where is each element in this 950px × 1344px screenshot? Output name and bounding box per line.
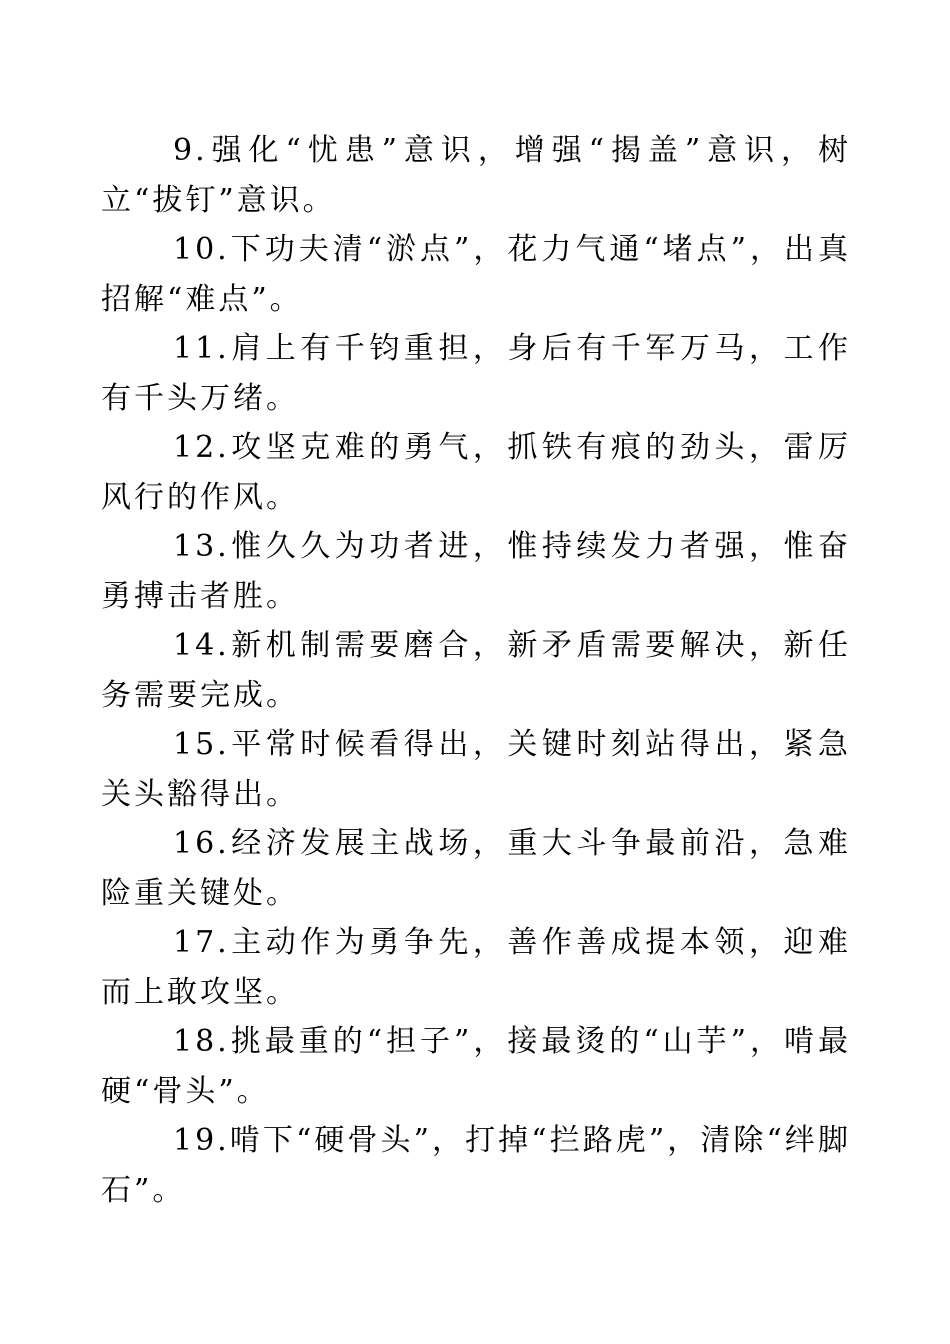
list-item: 17.主动作为勇争先，善作善成提本领，迎难而上敢攻坚。 bbox=[101, 925, 851, 1010]
list-item: 16.经济发展主战场，重大斗争最前沿，急难险重关键处。 bbox=[101, 826, 851, 911]
document-page bbox=[101, 126, 851, 1215]
list-item: 9.强化“忧患”意识，增强“揭盖”意识，树立“拔钉”意识。 bbox=[101, 133, 851, 218]
list-item: 13.惟久久为功者进，惟持续发力者强，惟奋勇搏击者胜。 bbox=[101, 529, 851, 614]
list-item: 14.新机制需要磨合，新矛盾需要解决，新任务需要完成。 bbox=[101, 628, 851, 713]
list-item: 15.平常时候看得出，关键时刻站得出，紧急关头豁得出。 bbox=[101, 727, 851, 812]
list-item: 19.啃下“硬骨头”，打掉“拦路虎”，清除“绊脚石”。 bbox=[101, 1123, 851, 1208]
list-item: 12.攻坚克难的勇气，抓铁有痕的劲头，雷厉风行的作风。 bbox=[101, 430, 851, 515]
list-item: 11.肩上有千钧重担，身后有千军万马，工作有千头万绪。 bbox=[101, 331, 851, 416]
list-item: 10.下功夫清“淤点”，花力气通“堵点”，出真招解“难点”。 bbox=[101, 232, 851, 317]
list-item: 18.挑最重的“担子”，接最烫的“山芋”，啃最硬“骨头”。 bbox=[101, 1024, 851, 1109]
